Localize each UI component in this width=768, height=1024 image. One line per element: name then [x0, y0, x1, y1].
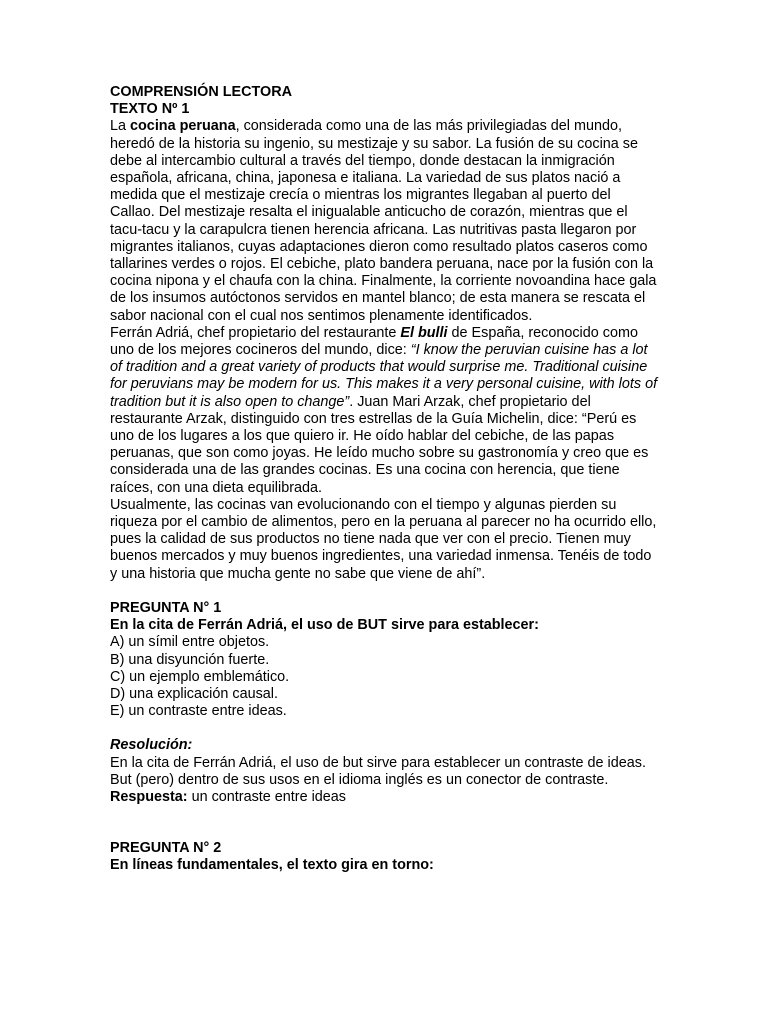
- document-page: [110, 84, 658, 875]
- question-2-prompt: En líneas fundamentales, el texto gira en torno:: [110, 857, 434, 874]
- question-2-label: PREGUNTA N° 2: [110, 840, 222, 857]
- resolution-label: Resolución:: [110, 737, 193, 754]
- paragraph-2: [110, 325, 658, 497]
- paragraph-1-bold: cocina peruana: [130, 118, 236, 135]
- spacer: [110, 720, 658, 737]
- paragraph-2-rest: . Juan Mari Arzak, chef propietario del restaurante Arzak, distinguido con tres estrellas de la Guía Michelin, dice: “Perú es uno de los lugares a los que quiero ir. He oído hablar del cebiche, de las papas peruanas, que son como joyas. He leído mucho sobre su gastronomía y creo que es considerada una de las grandes cocinas. Es una cocina con herencia, que tiene raíces, con una dieta equilibrada.: [110, 393, 649, 496]
- option-a: A) un símil entre objetos.: [110, 634, 270, 651]
- question-1-prompt: En la cita de Ferrán Adriá, el uso de BUT sirve para establecer:: [110, 617, 539, 634]
- paragraph-2-start: Ferrán Adriá, chef propietario del restaurante: [110, 324, 401, 341]
- text-label: TEXTO Nº 1: [110, 101, 190, 118]
- option-c: C) un ejemplo emblemático.: [110, 668, 290, 685]
- paragraph-3: Usualmente, las cocinas van evolucionando con el tiempo y algunas pierden su riqueza por el cambio de alimentos, pero en la peruana al parecer no ha ocurrido ello, pues la calidad de sus productos no tiene nada que ver con el precio. Tienen muy buenos mercados y muy buenos ingredientes, una variedad inmensa. Tenéis de todo y una historia que mucha gente no sabe que viene de ahí”.: [110, 496, 657, 582]
- restaurant-name: El bulli: [400, 324, 448, 341]
- adria-quote: “I know the peruvian cuisine has a lot of tradition and a great variety of products that would surprise me. Traditional cuisine for peruvians may be modern for us. This makes it a very personal cuisine, with lots of tradition but it is also open to change”: [110, 342, 658, 410]
- paragraph-1-rest: , considerada como una de las más privilegiadas del mundo, heredó de la historia su ingenio, su mestizaje y su sabor. La fusión de su cocina se debe al intercambio cultural a través del tiempo, donde destacan la inmigración española, africana, china, japonesa e italiana. La variedad de sus platos nació a medida que el mestizaje crecía o mientras los migrantes llegaban al puerto del Callao. Del mestizaje resalta el inigualable anticucho de corazón, mientras que el tacu-tacu y la carapulcra tienen herencia africana. Las nutritivas pasta llegaron por migrantes italianos, cuyas adaptaciones dieron como resultado platos caseros como tallarines verdes o rojos. El cebiche, plato bandera peruana, nace por la fusión con la cocina nipona y el chaufa con la china. Finalmente, la corriente novoandina hace gala de los insumos autóctonos servidos en mantel blanco; de esta manera se rescata el sabor nacional con el cual nos sentimos plenamente identificados.: [110, 118, 657, 324]
- option-b: B) una disyunción fuerte.: [110, 651, 270, 668]
- resolution-body: En la cita de Ferrán Adriá, el uso de but sirve para establecer un contraste de ideas. But (pero) dentro de sus usos en el idioma inglés es un conector de contraste.: [110, 754, 646, 788]
- answer-label: Respuesta:: [110, 788, 188, 805]
- option-e: E) un contraste entre ideas.: [110, 703, 287, 720]
- resolution-text: [110, 755, 658, 807]
- paragraph-2-middle: de España, reconocido como uno de los mejores cocineros del mundo, dice:: [110, 324, 638, 359]
- question-1-label: PREGUNTA N° 1: [110, 599, 222, 616]
- spacer: [110, 806, 658, 840]
- document-heading: COMPRENSIÓN LECTORA: [110, 84, 293, 100]
- option-d: D) una explicación causal.: [110, 685, 278, 702]
- answer-text: un contraste entre ideas: [187, 788, 346, 805]
- paragraph-1-start: La: [110, 118, 131, 135]
- paragraph-1: [110, 118, 658, 324]
- spacer: [110, 583, 658, 600]
